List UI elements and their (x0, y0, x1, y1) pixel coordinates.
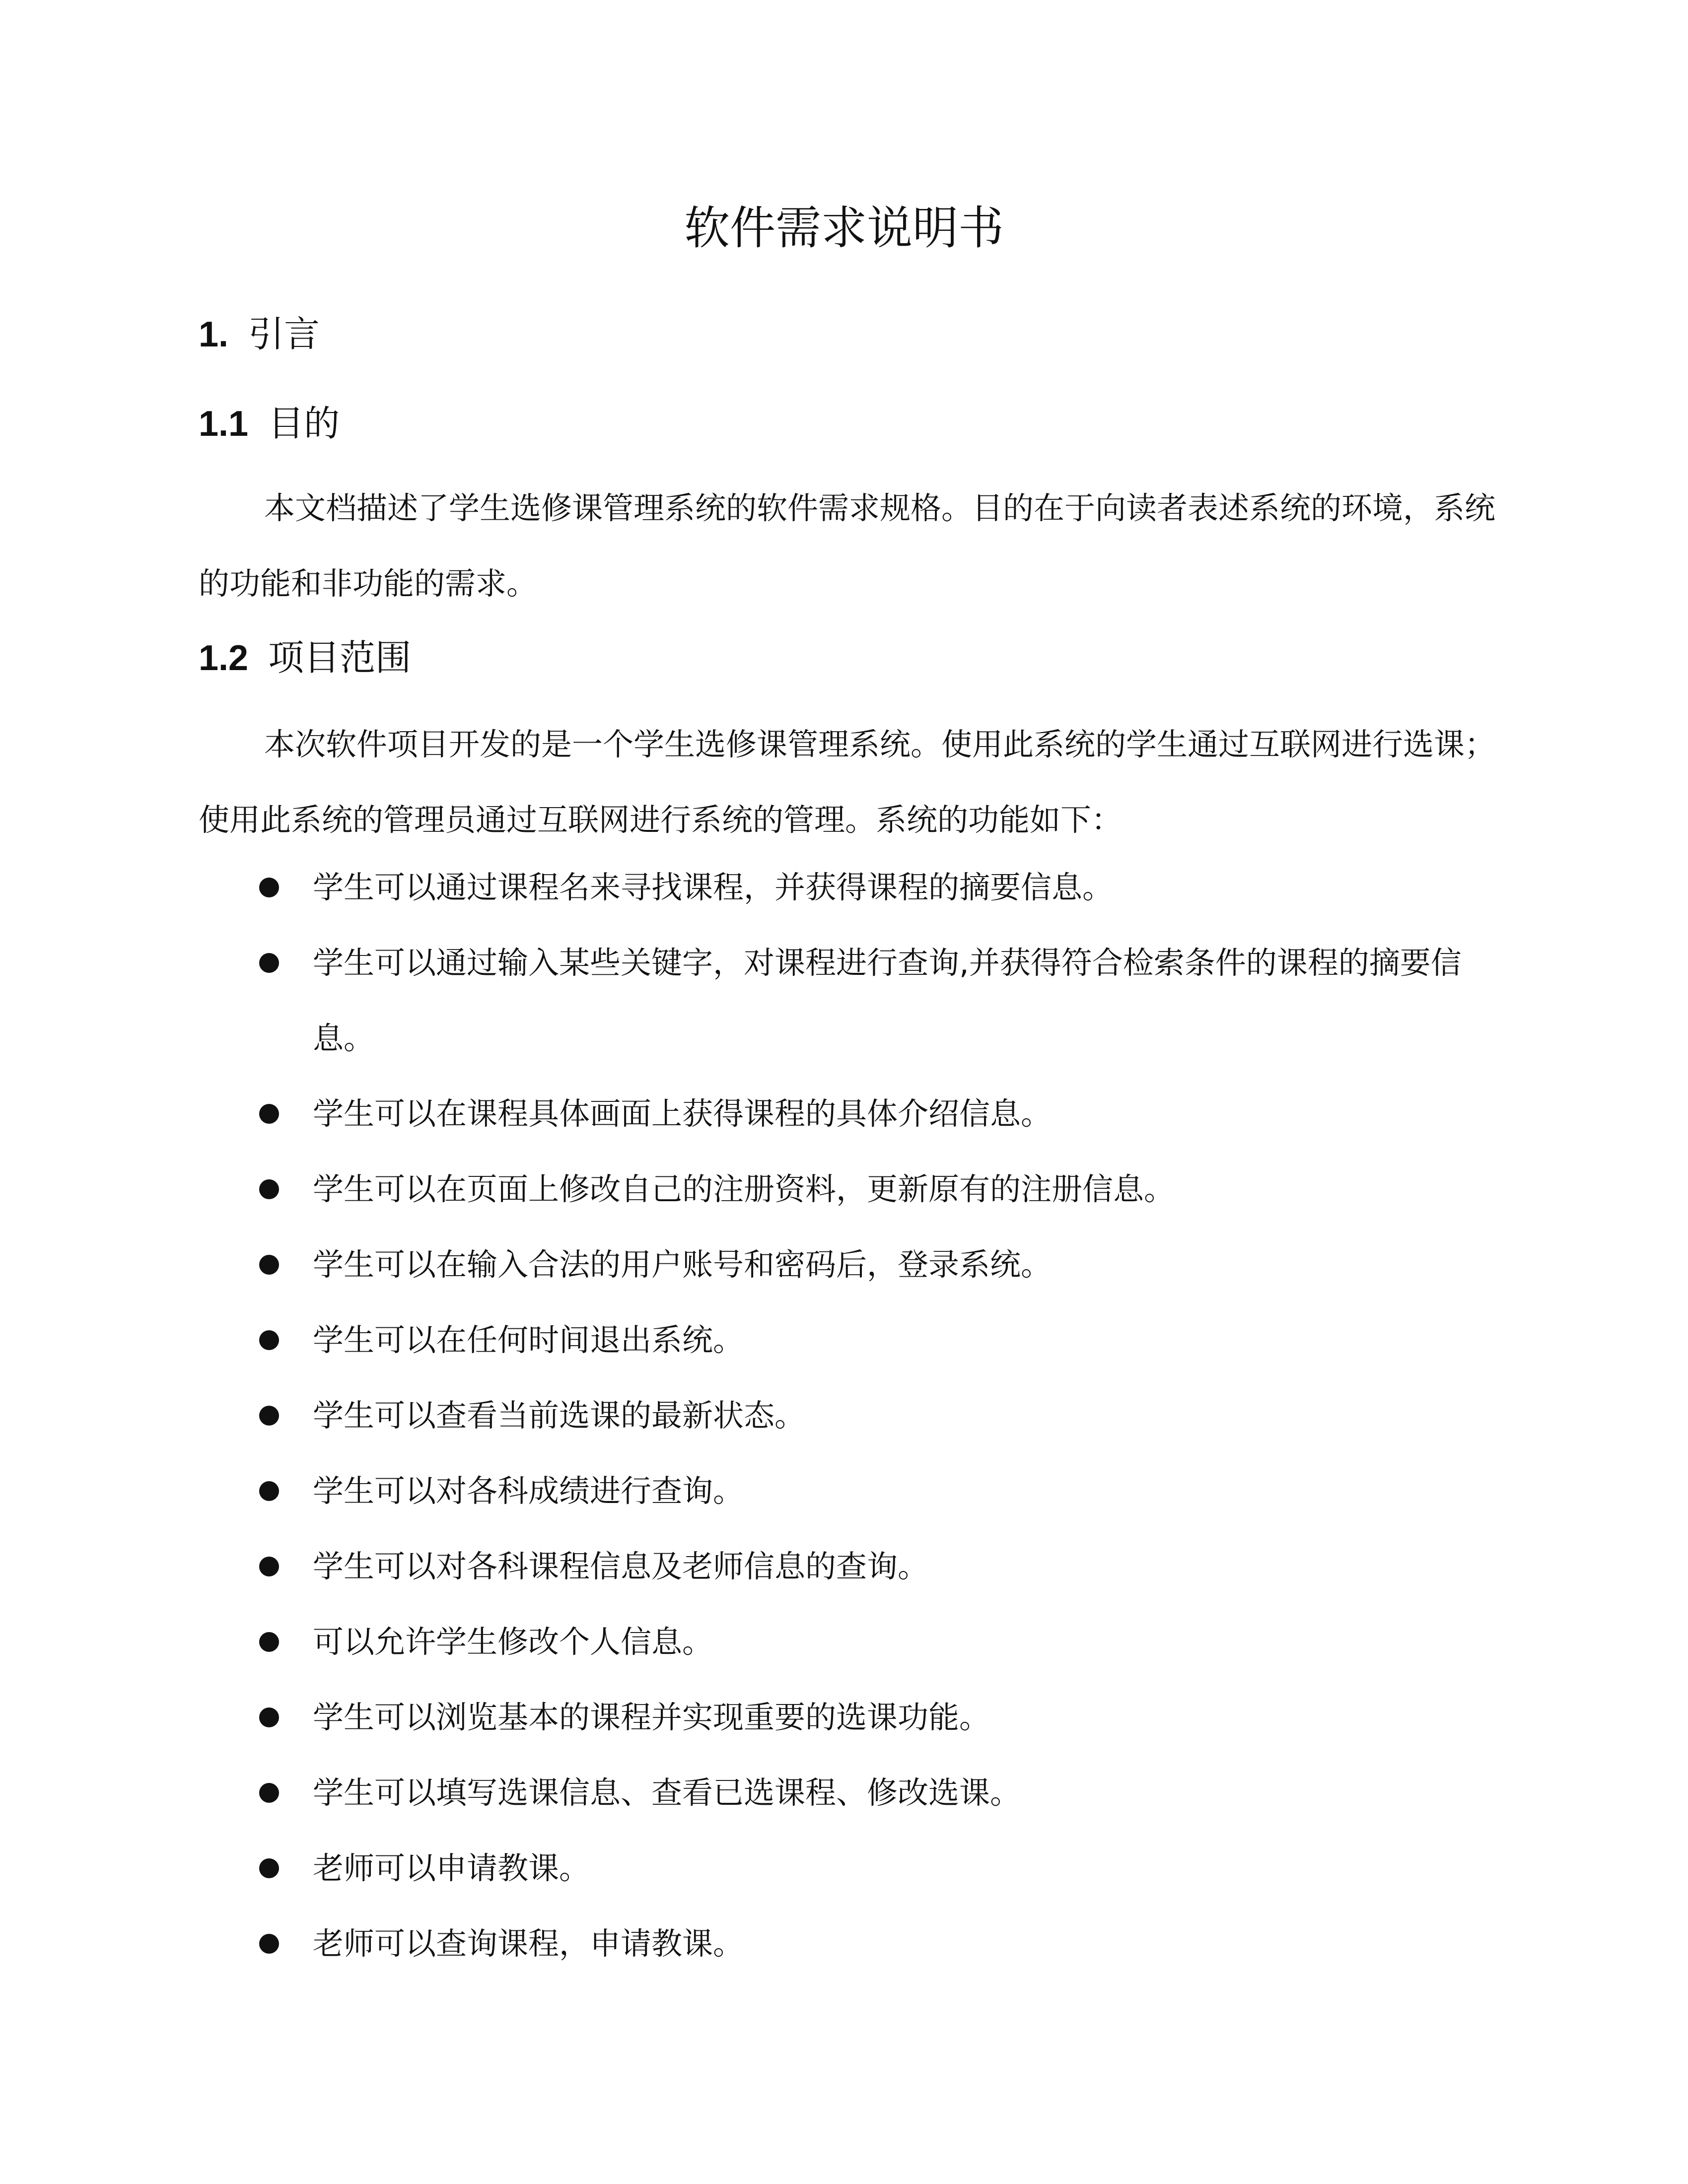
bullet-dot-icon (259, 1330, 279, 1350)
bullet-dot-icon (259, 953, 279, 973)
list-item (0, 1906, 1504, 1981)
list-item (0, 1680, 1504, 1755)
list-item (0, 1076, 1504, 1152)
bullet-dot-icon (259, 1632, 279, 1652)
section-title: 引言 (248, 313, 320, 355)
bullet-dot-icon (259, 1934, 279, 1954)
list-item-text: 学生可以在任何时间退出系统。 (313, 1322, 744, 1358)
list-item-text: 老师可以查询课程，申请教课。 (313, 1925, 744, 1962)
list-item (0, 1529, 1504, 1604)
list-item-text: 学生可以浏览基本的课程并实现重要的选课功能。 (313, 1699, 990, 1735)
list-item-text: 学生可以填写选课信息、查看已选课程、修改选课。 (313, 1774, 1021, 1811)
section-heading-purpose (199, 396, 340, 451)
bullet-dot-icon (259, 1783, 279, 1803)
list-item-text: 学生可以对各科成绩进行查询。 (313, 1473, 744, 1509)
list-item-text: 学生可以通过输入某些关键字，对课程进行查询,并获得符合检索条件的课程的摘要信息。 (313, 945, 1462, 1056)
list-item-text: 学生可以在页面上修改自己的注册资料，更新原有的注册信息。 (313, 1171, 1175, 1207)
list-item (0, 1831, 1504, 1906)
list-item-text: 学生可以通过课程名来寻找课程，并获得课程的摘要信息。 (313, 869, 1114, 905)
list-item (0, 925, 1504, 1076)
section-number: 1. (199, 315, 229, 354)
section-number: 1.1 (199, 404, 249, 444)
list-item-text: 学生可以查看当前选课的最新状态。 (313, 1397, 806, 1433)
section-title: 目的 (268, 403, 340, 444)
bullet-dot-icon (259, 1104, 279, 1124)
list-item-text: 学生可以对各科课程信息及老师信息的查询。 (313, 1548, 929, 1584)
bullet-dot-icon (259, 1481, 279, 1501)
bullet-dot-icon (259, 878, 279, 897)
bullet-dot-icon (259, 1255, 279, 1275)
list-item (0, 1227, 1504, 1302)
list-item (0, 1302, 1504, 1378)
bullet-dot-icon (259, 1557, 279, 1576)
list-item (0, 1378, 1504, 1453)
bullet-dot-icon (259, 1406, 279, 1426)
list-item (0, 1604, 1504, 1680)
bullet-dot-icon (259, 1858, 279, 1878)
list-item-text: 可以允许学生修改个人信息。 (313, 1624, 713, 1660)
feature-list (0, 850, 1688, 1981)
list-item (0, 1453, 1504, 1529)
purpose-paragraph: 本文档描述了学生选修课管理系统的软件需求规格。目的在于向读者表述系统的环境，系统的功能和非功能的需求。 (199, 490, 1496, 602)
list-item-text: 老师可以申请教课。 (313, 1850, 590, 1886)
section-number: 1.2 (199, 638, 249, 678)
list-item (0, 850, 1504, 925)
section-heading-scope (199, 630, 411, 685)
list-item-text: 学生可以在输入合法的用户账号和密码后，登录系统。 (313, 1246, 1052, 1283)
bullet-dot-icon (259, 1179, 279, 1199)
list-item (0, 1152, 1504, 1227)
scope-paragraph: 本次软件项目开发的是一个学生选修课管理系统。使用此系统的学生通过互联网进行选课；使用此系统的管理员通过互联网进行系统的管理。系统的功能如下： (199, 726, 1496, 838)
section-heading-introduction (199, 307, 320, 362)
list-item-text: 学生可以在课程具体画面上获得课程的具体介绍信息。 (313, 1095, 1052, 1132)
bullet-dot-icon (259, 1707, 279, 1727)
section-title: 项目范围 (268, 637, 412, 679)
document-title: 软件需求说明书 (684, 202, 1004, 255)
list-item (0, 1755, 1504, 1831)
